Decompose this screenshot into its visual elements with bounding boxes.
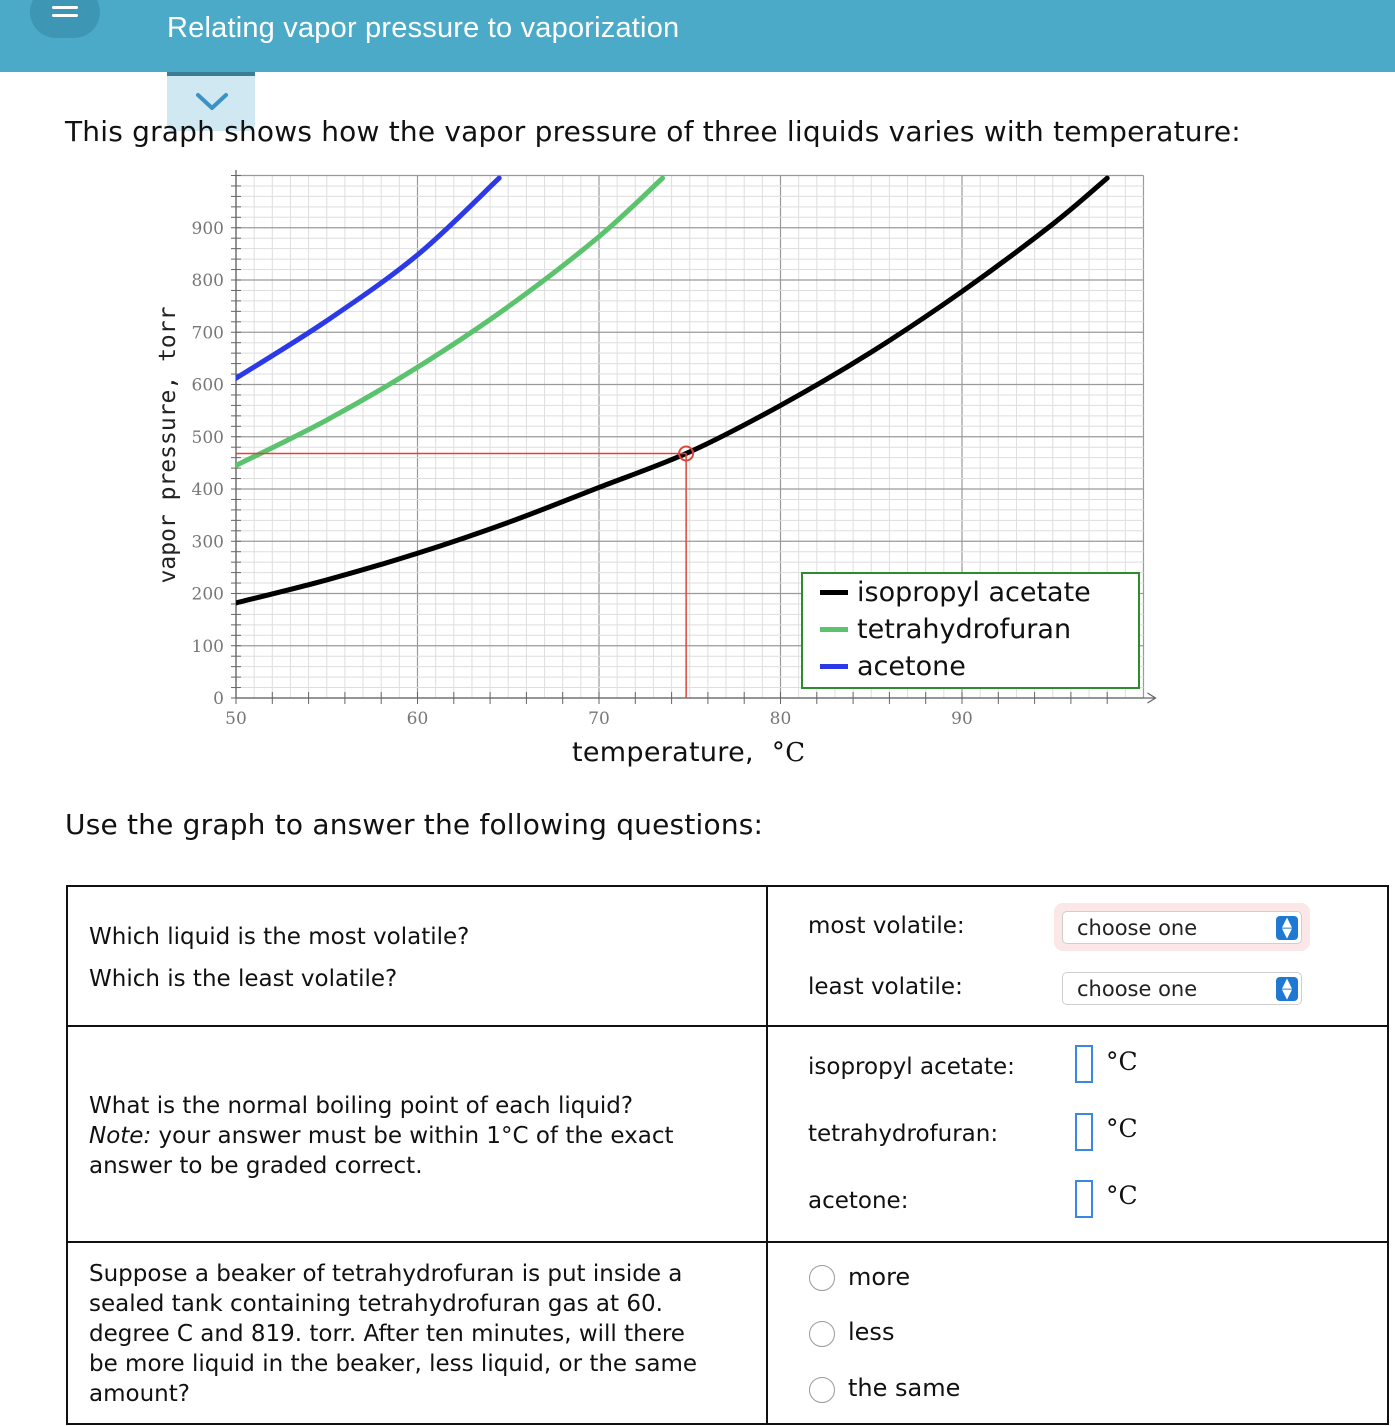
x-axis-label-text: temperature, xyxy=(572,737,754,768)
acetone-bp-input[interactable] xyxy=(1075,1180,1093,1218)
menu-icon-bar xyxy=(52,14,78,17)
least-volatile-label: least volatile: xyxy=(808,974,963,1000)
page-title: Relating vapor pressure to vaporization xyxy=(167,12,680,44)
question-text: answer to be graded correct. xyxy=(89,1153,423,1179)
intro-text: This graph shows how the vapor pressure of three liquids varies with temperature: xyxy=(65,115,1241,148)
radio-same[interactable] xyxy=(809,1377,835,1403)
top-bar xyxy=(0,0,1395,72)
menu-icon xyxy=(52,6,78,9)
question-lead: Use the graph to answer the following questions: xyxy=(65,808,764,841)
x-tick-label: 50 xyxy=(225,709,247,729)
question-row-beaker xyxy=(67,1242,1388,1424)
legend-swatch xyxy=(820,627,848,632)
isopropyl-acetate-bp-input[interactable] xyxy=(1075,1045,1093,1083)
y-tick-label: 900 xyxy=(191,218,224,239)
vapor-pressure-chart xyxy=(140,170,1160,770)
least-volatile-select[interactable] xyxy=(1062,972,1302,1005)
answer-cell-volatility xyxy=(767,886,1388,1026)
x-tick-label: 60 xyxy=(406,709,429,729)
most-volatile-select[interactable] xyxy=(1062,911,1302,944)
question-text: Which is the least volatile? xyxy=(89,966,398,992)
select-value: choose one xyxy=(1077,916,1198,940)
x-axis-label xyxy=(572,737,805,768)
option-same-label[interactable]: the same xyxy=(848,1374,961,1402)
tetrahydrofuran-bp-input[interactable] xyxy=(1075,1113,1093,1151)
note-text: your answer must be within 1°C of the exact xyxy=(151,1123,674,1149)
y-tick-label: 100 xyxy=(191,636,224,657)
question-text: What is the normal boiling point of each liquid? xyxy=(89,1093,634,1119)
chevron-down-icon xyxy=(195,92,229,112)
legend-label: isopropyl acetate xyxy=(857,577,1091,608)
question-text: be more liquid in the beaker, less liquid, or the same xyxy=(89,1351,698,1377)
chevron-updown-icon: ▲ ▼ xyxy=(1276,977,1298,1001)
isopropyl-acetate-label: isopropyl acetate: xyxy=(808,1054,1015,1080)
y-tick-label: 0 xyxy=(213,689,224,709)
option-less-label[interactable]: less xyxy=(848,1318,895,1346)
x-tick-label: 70 xyxy=(588,709,610,729)
question-text: Which liquid is the most volatile? xyxy=(89,924,470,950)
question-cell-boiling-point xyxy=(67,1026,767,1242)
legend-swatch xyxy=(820,664,848,669)
y-tick-label: 700 xyxy=(191,323,224,344)
legend-swatch xyxy=(820,590,848,595)
unit-label: °C xyxy=(1106,1181,1138,1210)
question-text: degree C and 819. torr. After ten minutes, will there xyxy=(89,1321,685,1347)
y-tick-label: 200 xyxy=(191,584,224,605)
question-row-boiling-point xyxy=(67,1026,1388,1242)
x-tick-label: 80 xyxy=(769,709,792,729)
most-volatile-label: most volatile: xyxy=(808,913,965,939)
unit-label: °C xyxy=(1106,1047,1138,1076)
legend-label: acetone xyxy=(857,651,966,682)
radio-less[interactable] xyxy=(809,1321,835,1347)
question-row-volatility xyxy=(67,886,1388,1026)
option-more-label[interactable]: more xyxy=(848,1263,911,1291)
tetrahydrofuran-label: tetrahydrofuran: xyxy=(808,1121,999,1147)
note-label: Note: xyxy=(89,1123,152,1149)
unit-label: °C xyxy=(1106,1114,1138,1143)
chevron-updown-icon: ▲ ▼ xyxy=(1276,916,1298,940)
question-text: Suppose a beaker of tetrahydrofuran is put inside a xyxy=(89,1261,683,1287)
questions-table xyxy=(66,885,1389,1425)
question-cell-beaker xyxy=(67,1242,767,1424)
chart-legend xyxy=(802,573,1139,688)
y-axis-label: vapor pressure, torr xyxy=(155,306,181,584)
x-axis-unit: °C xyxy=(771,738,806,768)
acetone-label: acetone: xyxy=(808,1188,909,1214)
x-tick-label: 90 xyxy=(951,709,973,729)
radio-more[interactable] xyxy=(809,1265,835,1291)
menu-button[interactable] xyxy=(30,0,100,38)
y-tick-label: 800 xyxy=(191,271,224,291)
y-tick-label: 400 xyxy=(191,480,224,500)
legend-label: tetrahydrofuran xyxy=(857,614,1072,645)
answer-cell-boiling-point xyxy=(767,1026,1388,1242)
y-tick-label: 500 xyxy=(191,427,224,448)
y-tick-label: 300 xyxy=(191,532,224,553)
question-cell-volatility xyxy=(67,886,767,1026)
answer-cell-beaker xyxy=(767,1242,1388,1424)
select-value: choose one xyxy=(1077,977,1198,1001)
question-note xyxy=(89,1121,674,1151)
question-text: sealed tank containing tetrahydrofuran gas at 60. xyxy=(89,1291,663,1317)
question-text: amount? xyxy=(89,1381,190,1407)
y-tick-label: 600 xyxy=(191,375,224,396)
series-line-acetone xyxy=(236,178,499,378)
